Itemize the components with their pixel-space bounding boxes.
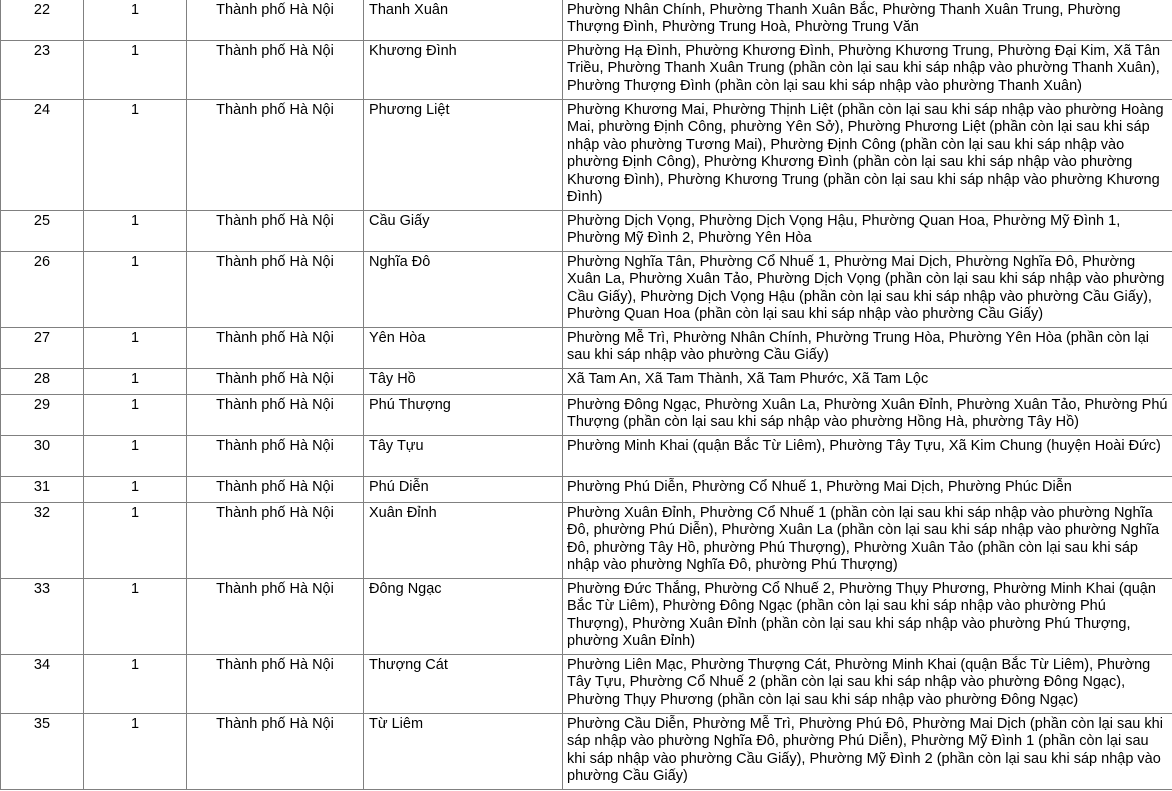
ward-name-cell: Phú Thượng (364, 395, 563, 436)
level-cell: 1 (84, 252, 187, 328)
merged-units-cell: Phường Nhân Chính, Phường Thanh Xuân Bắc, Phường Thanh Xuân Trung, Phường Thượng Đình, Phường Trung Hoà, Phường Trung Văn (563, 0, 1172, 41)
merged-units-cell: Phường Phú Diễn, Phường Cổ Nhuế 1, Phường Mai Dịch, Phường Phúc Diễn (563, 477, 1172, 503)
province-cell: Thành phố Hà Nội (187, 211, 364, 252)
table-row (1, 328, 1172, 369)
merged-units-cell: Phường Xuân Đỉnh, Phường Cổ Nhuế 1 (phần còn lại sau khi sáp nhập vào phường Nghĩa Đô, phường Phú Diễn), Phường Xuân La (phần còn lại sau khi sáp nhập vào phường Nghĩa Đô, phường Tây Hồ, phường Phú Thượng), Phường Xuân Tảo (phần còn lại sau khi sáp nhập vào phường Nghĩa Đô, phường Phú Thượng) (563, 503, 1172, 579)
province-cell: Thành phố Hà Nội (187, 503, 364, 579)
merged-units-cell: Phường Đông Ngạc, Phường Xuân La, Phường Xuân Đỉnh, Phường Xuân Tảo, Phường Phú Thượng (phần còn lại sau khi sáp nhập vào phường Hồng Hà, phường Tây Hồ) (563, 395, 1172, 436)
level-cell: 1 (84, 395, 187, 436)
ward-name-cell: Nghĩa Đô (364, 252, 563, 328)
row-number: 30 (1, 436, 84, 477)
level-cell: 1 (84, 436, 187, 477)
table-row (1, 579, 1172, 655)
table-row (1, 477, 1172, 503)
merged-units-cell: Phường Khương Mai, Phường Thịnh Liệt (phần còn lại sau khi sáp nhập vào phường Hoàng Mai, phường Định Công, phường Yên Sở), Phường Phương Liệt (phần còn lại sau khi sáp nhập vào phường Tương Mai), Phường Định Công (phần còn lại sau khi sáp nhập vào phường Định Công), Phường Khương Đình (phần còn lại sau khi sáp nhập vào phường Khương Đình), Phường Khương Trung (phần còn lại sau khi sáp nhập vào phường Khương Đình) (563, 100, 1172, 211)
level-cell: 1 (84, 655, 187, 714)
row-number: 24 (1, 100, 84, 211)
level-cell: 1 (84, 477, 187, 503)
table-body (1, 0, 1172, 790)
row-number: 34 (1, 655, 84, 714)
province-cell: Thành phố Hà Nội (187, 369, 364, 395)
table-row (1, 436, 1172, 477)
merged-units-cell: Phường Đức Thắng, Phường Cổ Nhuế 2, Phường Thụy Phương, Phường Minh Khai (quận Bắc Từ Liêm), Phường Đông Ngạc (phần còn lại sau khi sáp nhập vào phường Phú Thượng), Phường Xuân Đỉnh (phần còn lại sau khi sáp nhập vào phường Phú Thượng, phường Xuân Đỉnh) (563, 579, 1172, 655)
level-cell: 1 (84, 0, 187, 41)
ward-name-cell: Khương Đình (364, 41, 563, 100)
merged-units-cell: Phường Cầu Diễn, Phường Mễ Trì, Phường Phú Đô, Phường Mai Dịch (phần còn lại sau khi sáp nhập vào phường Nghĩa Đô, phường Phú Diễn), Phường Mỹ Đình 1 (phần còn lại sau khi sáp nhập vào phường Cầu Giấy), Phường Mỹ Đình 2 (phần còn lại sau khi sáp nhập vào phường Cầu Giấy) (563, 714, 1172, 790)
province-cell: Thành phố Hà Nội (187, 436, 364, 477)
row-number: 28 (1, 369, 84, 395)
row-number: 31 (1, 477, 84, 503)
level-cell: 1 (84, 211, 187, 252)
merged-units-cell: Phường Minh Khai (quận Bắc Từ Liêm), Phường Tây Tựu, Xã Kim Chung (huyện Hoài Đức) (563, 436, 1172, 477)
ward-name-cell: Thượng Cát (364, 655, 563, 714)
level-cell: 1 (84, 503, 187, 579)
ward-name-cell: Từ Liêm (364, 714, 563, 790)
province-cell: Thành phố Hà Nội (187, 395, 364, 436)
table-row (1, 395, 1172, 436)
province-cell: Thành phố Hà Nội (187, 100, 364, 211)
table-row (1, 714, 1172, 790)
ward-name-cell: Đông Ngạc (364, 579, 563, 655)
table-row (1, 655, 1172, 714)
province-cell: Thành phố Hà Nội (187, 477, 364, 503)
ward-name-cell: Phú Diễn (364, 477, 563, 503)
ward-name-cell: Thanh Xuân (364, 0, 563, 41)
merged-units-cell: Phường Dịch Vọng, Phường Dịch Vọng Hậu, Phường Quan Hoa, Phường Mỹ Đình 1, Phường Mỹ Đình 2, Phường Yên Hòa (563, 211, 1172, 252)
merged-units-cell: Phường Mễ Trì, Phường Nhân Chính, Phường Trung Hòa, Phường Yên Hòa (phần còn lại sau khi sáp nhập vào phường Cầu Giấy) (563, 328, 1172, 369)
row-number: 22 (1, 0, 84, 41)
province-cell: Thành phố Hà Nội (187, 0, 364, 41)
table-row (1, 211, 1172, 252)
row-number: 26 (1, 252, 84, 328)
table-row (1, 369, 1172, 395)
merged-units-cell: Phường Nghĩa Tân, Phường Cổ Nhuế 1, Phường Mai Dịch, Phường Nghĩa Đô, Phường Xuân La, Phường Xuân Tảo, Phường Dịch Vọng (phần còn lại sau khi sáp nhập vào phường Cầu Giấy), Phường Dịch Vọng Hậu (phần còn lại sau khi sáp nhập vào phường Cầu Giấy), Phường Quan Hoa (phần còn lại sau khi sáp nhập vào phường Cầu Giấy) (563, 252, 1172, 328)
level-cell: 1 (84, 369, 187, 395)
province-cell: Thành phố Hà Nội (187, 655, 364, 714)
province-cell: Thành phố Hà Nội (187, 714, 364, 790)
table-row (1, 100, 1172, 211)
level-cell: 1 (84, 579, 187, 655)
row-number: 23 (1, 41, 84, 100)
table-row (1, 0, 1172, 41)
ward-name-cell: Xuân Đỉnh (364, 503, 563, 579)
row-number: 25 (1, 211, 84, 252)
row-number: 33 (1, 579, 84, 655)
table-row (1, 41, 1172, 100)
ward-name-cell: Tây Hồ (364, 369, 563, 395)
province-cell: Thành phố Hà Nội (187, 41, 364, 100)
row-number: 29 (1, 395, 84, 436)
ward-name-cell: Tây Tựu (364, 436, 563, 477)
merged-units-cell: Phường Hạ Đình, Phường Khương Đình, Phường Khương Trung, Phường Đại Kim, Xã Tân Triều, Phường Thanh Xuân Trung (phần còn lại sau khi sáp nhập vào phường Thanh Xuân), Phường Thượng Đình (phần còn lại sau khi sáp nhập vào phường Thanh Xuân) (563, 41, 1172, 100)
row-number: 32 (1, 503, 84, 579)
ward-name-cell: Cầu Giấy (364, 211, 563, 252)
province-cell: Thành phố Hà Nội (187, 579, 364, 655)
table-row (1, 503, 1172, 579)
province-cell: Thành phố Hà Nội (187, 328, 364, 369)
ward-name-cell: Yên Hòa (364, 328, 563, 369)
merged-units-cell: Phường Liên Mạc, Phường Thượng Cát, Phường Minh Khai (quận Bắc Từ Liêm), Phường Tây Tựu, Phường Cổ Nhuế 2 (phần còn lại sau khi sáp nhập vào phường Đông Ngạc), Phường Thụy Phương (phần còn lại sau khi sáp nhập vào phường Đông Ngạc) (563, 655, 1172, 714)
level-cell: 1 (84, 41, 187, 100)
merged-units-cell: Xã Tam An, Xã Tam Thành, Xã Tam Phước, Xã Tam Lộc (563, 369, 1172, 395)
table-row (1, 252, 1172, 328)
row-number: 27 (1, 328, 84, 369)
level-cell: 1 (84, 328, 187, 369)
level-cell: 1 (84, 714, 187, 790)
row-number: 35 (1, 714, 84, 790)
province-cell: Thành phố Hà Nội (187, 252, 364, 328)
ward-name-cell: Phương Liệt (364, 100, 563, 211)
level-cell: 1 (84, 100, 187, 211)
